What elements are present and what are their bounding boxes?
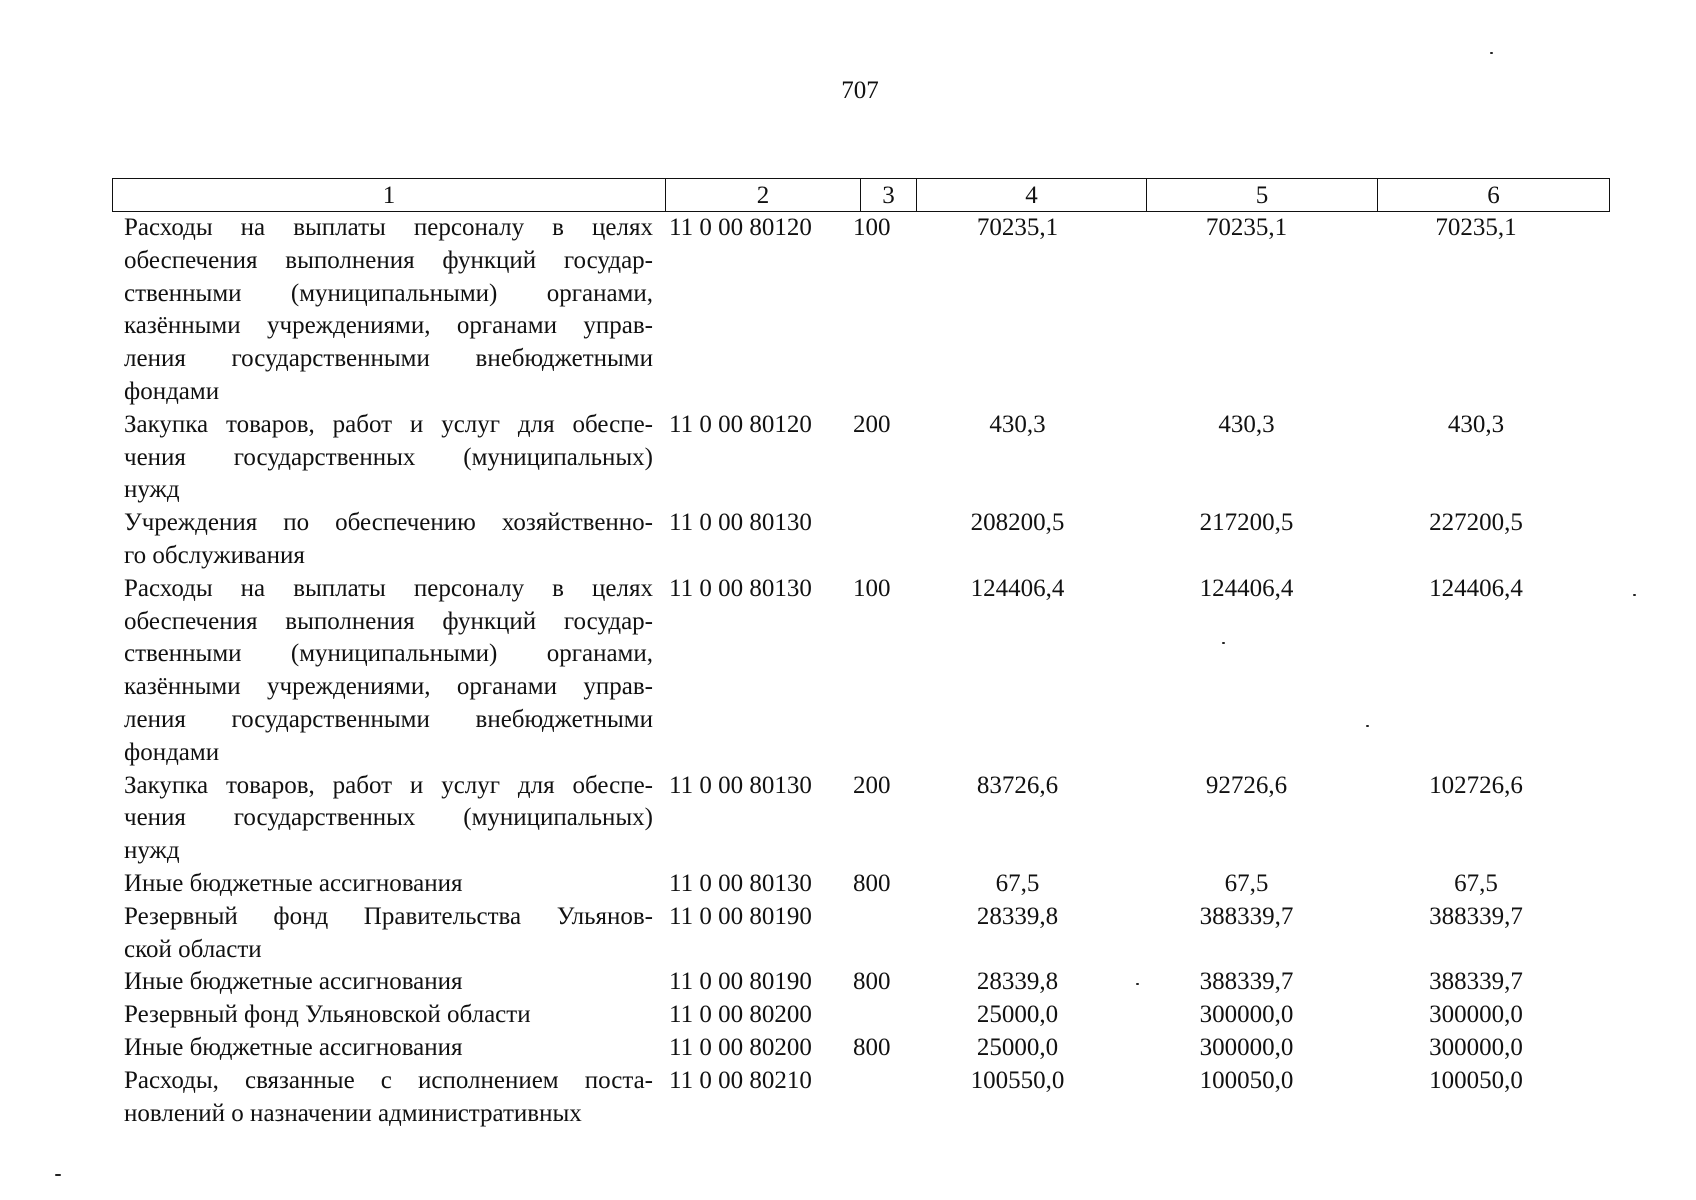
table-row [112,770,1609,868]
table-row [112,573,1609,770]
row-value-col6: 300000,0 [1429,1001,1523,1029]
row-value-col5: 300000,0 [1199,1033,1294,1061]
row-name-line: Расходы, связанные с исполнением поста- [124,1066,653,1094]
scan-speck [1222,642,1225,644]
row-name-cell [112,1065,653,1131]
row-type-cell: 100 [853,214,891,241]
row-code-cell: 11 0 00 80190 [669,902,812,930]
row-name-line: Закупка товаров, работ и услуг для обеспе- [124,410,653,438]
row-name-cell [112,966,653,999]
row-name-cell [112,901,653,967]
row-name-line: Расходы на выплаты персоналу в целях [124,214,653,241]
row-name-cell [112,507,653,573]
row-name-line: казёнными учреждениями, органами управ- [124,312,653,340]
row-name-line: Иные бюджетные ассигнования [124,869,463,897]
row-name-line: новлений о назначении административных [124,1099,582,1127]
table-row [112,966,1609,999]
row-value-col6: 67,5 [1454,869,1498,897]
header-cell-4: 4 [917,179,1147,212]
row-value-col6: 300000,0 [1429,1033,1523,1061]
row-name-cell [112,409,653,507]
row-name-cell [112,999,653,1032]
row-type-cell: 800 [853,869,891,897]
row-name-cell [112,1032,653,1065]
row-code-cell: 11 0 00 80130 [669,574,812,602]
row-value-col6: 430,3 [1447,410,1505,438]
row-value-col6: 388339,7 [1429,902,1523,930]
row-name-line: обеспечения выполнения функций государ- [124,607,653,635]
row-value-col4: 28339,8 [976,902,1059,930]
row-name-line: Расходы на выплаты персоналу в целях [124,574,653,602]
row-name-line: го обслуживания [124,541,305,569]
scan-speck [1490,52,1493,54]
row-type-cell: 100 [853,574,891,602]
row-type-cell: 200 [853,771,891,799]
row-name-line: Иные бюджетные ассигнования [124,968,463,996]
row-code-cell: 11 0 00 80190 [669,968,812,996]
row-value-col5: 67,5 [1224,869,1269,897]
table-row [112,1032,1609,1065]
row-value-col5: 92726,6 [1205,771,1288,799]
row-code-cell: 11 0 00 80120 [669,410,812,438]
row-value-col4: 83726,6 [976,771,1059,799]
row-name-line: фондами [124,377,220,405]
row-name-line: ления государственными внебюджетными [124,345,653,373]
header-cell-6: 6 [1378,179,1610,212]
row-value-col4: 100550,0 [970,1066,1065,1094]
table-row [112,1065,1609,1131]
row-type-cell: 800 [853,1033,891,1061]
table-row [112,507,1609,573]
header-cell-3: 3 [861,179,917,212]
row-code-cell: 11 0 00 80130 [669,869,812,897]
header-cell-1: 1 [113,179,666,212]
row-name-line: Резервный фонд Ульяновской области [124,1001,531,1029]
row-code-cell: 11 0 00 80130 [669,771,812,799]
table-row [112,409,1609,507]
row-value-col6: 227200,5 [1429,509,1523,537]
row-value-col5: 430,3 [1218,410,1275,438]
row-value-col4: 208200,5 [970,509,1065,537]
row-name-line: Закупка товаров, работ и услуг для обеспе- [124,771,653,799]
table-body [112,212,1609,1130]
row-name-cell [112,573,653,770]
row-value-col6: 100050,0 [1429,1066,1523,1094]
scan-speck [1136,983,1139,985]
row-name-cell [112,868,653,901]
row-value-col4: 67,5 [995,869,1040,897]
row-name-line: Иные бюджетные ассигнования [124,1033,463,1061]
row-name-line: ственными (муниципальными) органами, [124,640,653,668]
row-value-col5: 388339,7 [1199,968,1294,996]
row-value-col5: 217200,5 [1199,509,1294,537]
scan-speck [1366,725,1369,727]
row-code-cell: 11 0 00 80210 [669,1066,812,1094]
row-value-col6: 102726,6 [1429,771,1523,799]
row-value-col4: 430,3 [989,410,1046,438]
table-row [112,999,1609,1032]
table-row [112,901,1609,967]
row-value-col5: 70235,1 [1205,214,1288,241]
row-name-cell [112,770,653,868]
header-cell-5: 5 [1147,179,1378,212]
row-value-col4: 124406,4 [970,574,1065,602]
table-row [112,868,1609,901]
row-value-col4: 70235,1 [976,214,1059,241]
row-name-cell [112,212,653,409]
row-name-line: чения государственных (муниципальных) [124,443,653,471]
table-row [112,212,1609,409]
row-code-cell: 11 0 00 80200 [669,1001,812,1029]
row-value-col4: 25000,0 [976,1033,1059,1061]
table-header [112,178,1610,212]
row-value-col5: 388339,7 [1199,902,1294,930]
row-value-col4: 28339,8 [976,968,1059,996]
scan-speck [1633,594,1636,596]
row-name-line: казёнными учреждениями, органами управ- [124,673,653,701]
row-name-line: фондами [124,738,220,766]
page-number: 707 [841,77,879,104]
row-name-line: ской области [124,935,262,963]
row-name-line: Учреждения по обеспечению хозяйственно- [124,509,653,537]
row-value-col4: 25000,0 [976,1001,1059,1029]
row-type-cell: 200 [853,410,891,438]
row-name-line: чения государственных (муниципальных) [124,804,653,832]
row-type-cell: 800 [853,968,891,996]
row-code-cell: 11 0 00 80130 [669,509,812,537]
row-name-line: ственными (муниципальными) органами, [124,279,653,307]
row-value-col5: 100050,0 [1199,1066,1294,1094]
row-value-col6: 70235,1 [1435,214,1517,241]
row-name-line: нужд [124,476,180,504]
row-code-cell: 11 0 00 80120 [669,214,812,241]
row-name-line: Резервный фонд Правительства Ульянов- [124,902,653,930]
row-name-line: нужд [124,837,180,865]
row-value-col5: 124406,4 [1199,574,1294,602]
row-name-line: ления государственными внебюджетными [124,705,653,733]
scan-speck [55,1174,61,1176]
row-code-cell: 11 0 00 80200 [669,1033,812,1061]
row-name-line: обеспечения выполнения функций государ- [124,246,653,274]
header-cell-2: 2 [666,179,861,212]
row-value-col5: 300000,0 [1199,1001,1294,1029]
row-value-col6: 124406,4 [1429,574,1523,602]
row-value-col6: 388339,7 [1429,968,1523,996]
